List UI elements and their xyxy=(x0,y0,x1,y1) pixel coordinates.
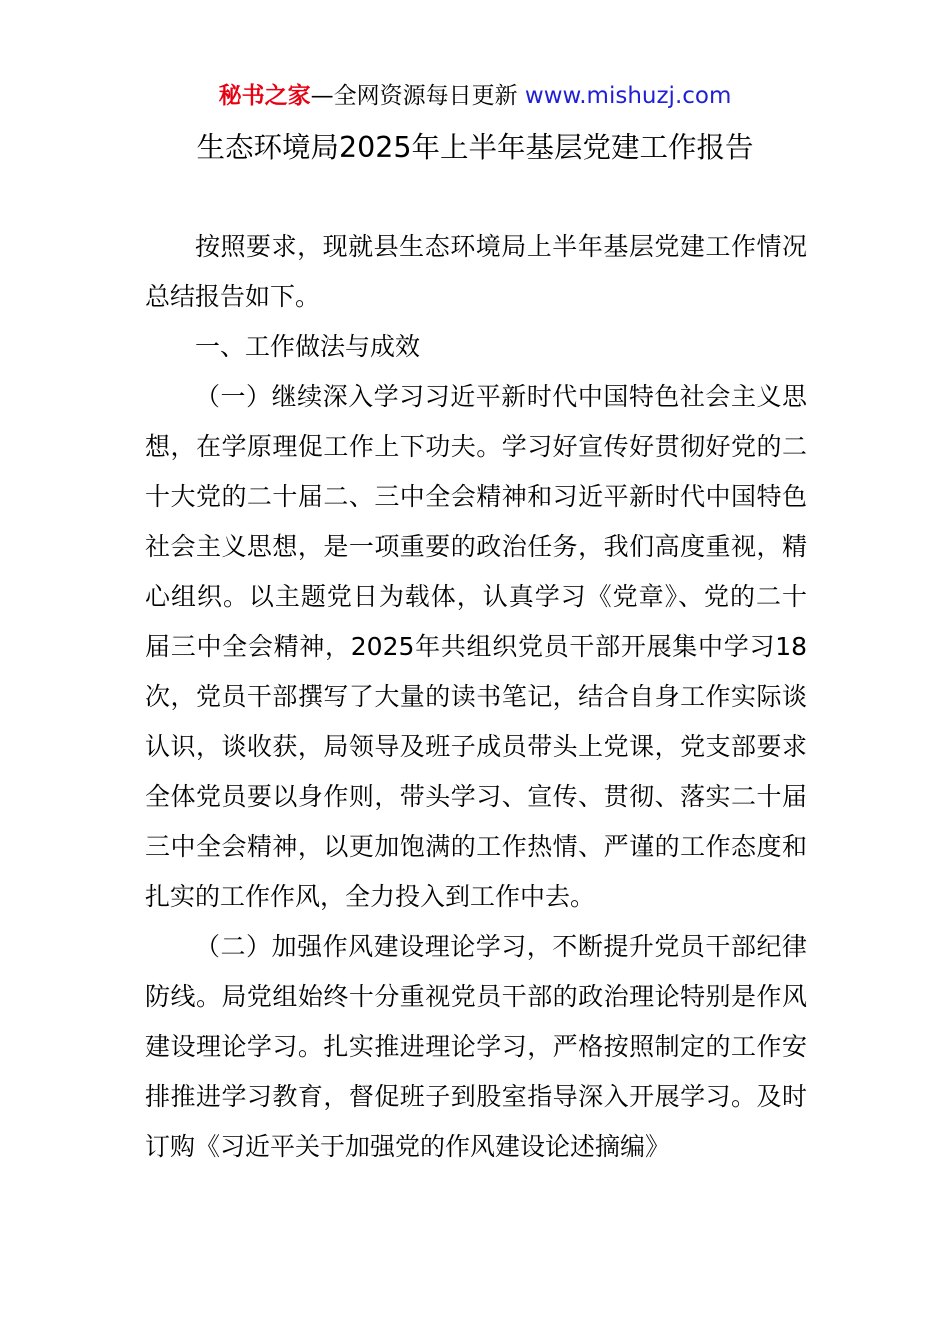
site-header xyxy=(0,80,950,112)
paragraph-intro: 按照要求，现就县生态环境局上半年基层党建工作情况总结报告如下。 xyxy=(145,232,807,311)
document-body xyxy=(145,222,807,1172)
document-title: 生态环境局2025年上半年基层党建工作报告 xyxy=(196,131,754,164)
brand-name: 秘书之家 xyxy=(218,83,311,109)
site-url-link[interactable]: www.mishuzj.com xyxy=(524,83,732,109)
header-tagline: —全网资源每日更新 xyxy=(310,83,518,109)
paragraph-study: （一）继续深入学习习近平新时代中国特色社会主义思想，在学原理促工作上下功夫。学习好宣传好贯彻好党的二十大党的二十届二、三中全会精神和习近平新时代中国特色社会主义思想，是一项重要的政治任务，我们高度重视，精心组织。以主题党日为载体，认真学习《党章》、党的二十届三中全会精神，2025年共组织党员干部开展集中学习18次，党员干部撰写了大量的读书笔记，结合自身工作实际谈认识，谈收获，局领导及班子成员带头上党课，党支部要求全体党员要以身作则，带头学习、宣传、贯彻、落实二十届三中全会精神，以更加饱满的工作热情、严谨的工作态度和扎实的工作作风，全力投入到工作中去。 xyxy=(145,382,807,911)
section-heading: 一、工作做法与成效 xyxy=(195,332,421,361)
paragraph-style: （二）加强作风建设理论学习，不断提升党员干部纪律防线。局党组始终十分重视党员干部的政治理论特别是作风建设理论学习。扎实推进理论学习，严格按照制定的工作安排推进学习教育，督促班子到股室指导深入开展学习。及时订购《习近平关于加强党的作风建设论述摘编》 xyxy=(145,932,807,1161)
